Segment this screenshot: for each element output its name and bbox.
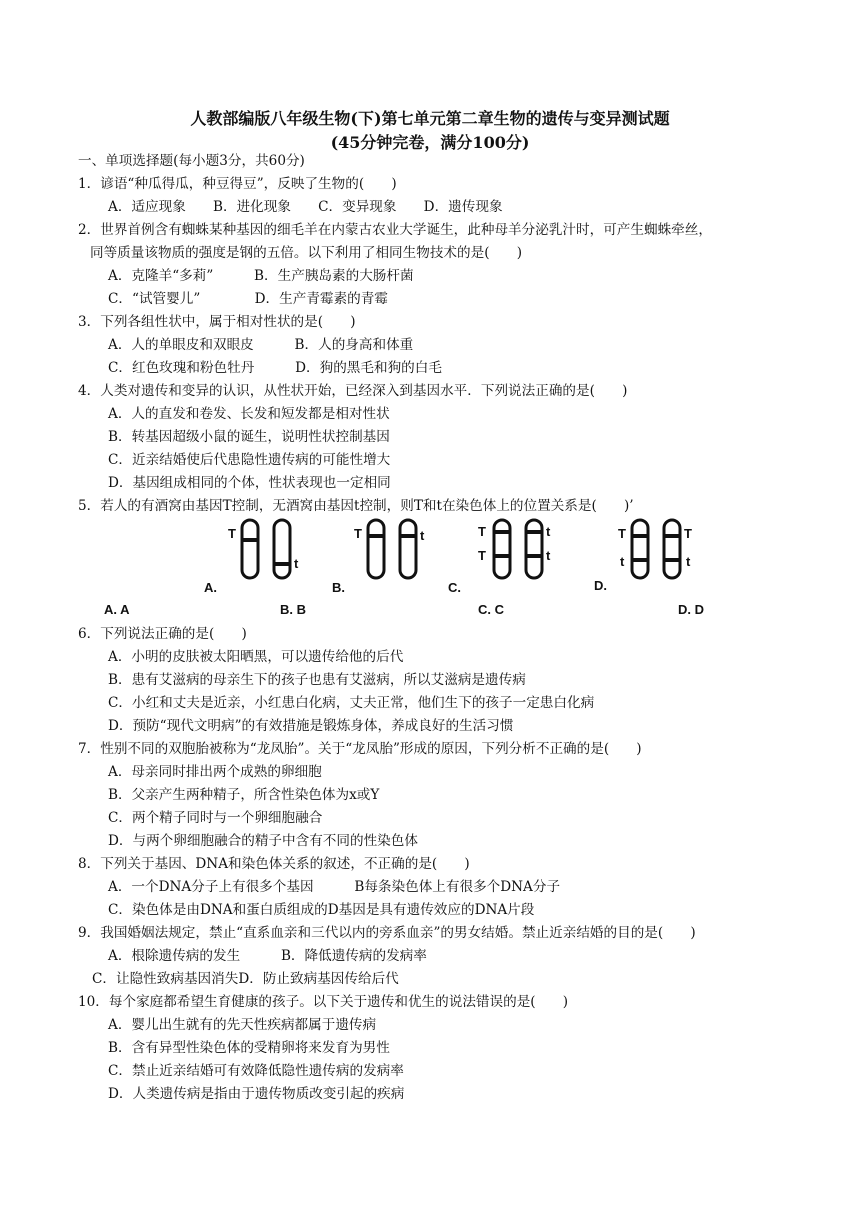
gene-label: T [354,526,362,541]
gene-label: t [546,548,551,563]
question-1-options: A．适应现象 B．进化现象 C．变异现象 D．遗传现象 [108,199,503,215]
question-2-stem: 2．世界首例含有蜘蛛某种基因的细毛羊在内蒙古农业大学诞生，此种母羊分泌乳汁时，可产生蜘蛛牵丝， [78,222,712,238]
chromosome-figure [200,516,720,626]
gene-label: t [620,554,625,569]
question-8-options-2: C．染色体是由DNA和蛋白质组成的D基因是具有遗传效应的DNA片段 [108,902,535,918]
chromosome-pair-d [632,520,680,578]
question-4-option-b: B．转基因超级小鼠的诞生，说明性状控制基因 [108,429,390,445]
question-8-options-1: A．一个DNA分子上有很多个基因 B每条染色体上有很多个DNA分子 [108,879,561,895]
exam-subtitle: (45分钟完卷，满分100分) [330,133,530,152]
question-5-stem: 5．若人的有酒窝由基因T控制，无酒窝由基因t控制，则T和t在染色体上的位置关系是( )’ [78,498,634,514]
gene-label: t [420,528,425,543]
question-7-option-d: D．与两个卵细胞融合的精子中含有不同的性染色体 [108,833,418,849]
question-7-option-c: C．两个精子同时与一个卵细胞融合 [108,810,323,826]
question-2-stem-cont: 同等质量该物质的强度是钢的五倍。以下利用了相同生物技术的是( ) [90,245,523,261]
question-6-option-d: D．预防“现代文明病”的有效措施是锻炼身体，养成良好的生活习惯 [108,718,514,734]
question-10-option-c: C．禁止近亲结婚可有效降低隐性遗传病的发病率 [108,1063,404,1079]
exam-title: 人教部编版八年级生物(下)第七单元第二章生物的遗传与变异测试题 [190,109,670,128]
question-9-options-1: A．根除遗传病的发生 B．降低遗传病的发病率 [108,948,427,964]
answer-option-a: A. A [104,602,130,617]
gene-label: T [478,548,486,563]
question-6-option-a: A．小明的皮肤被太阳晒黑，可以遗传给他的后代 [108,649,404,665]
question-4-stem: 4．人类对遗传和变异的认识，从性状开始，已经深入到基因水平．下列说法正确的是( ) [78,383,628,399]
answer-option-c: C. C [478,602,504,617]
question-10-stem: 10．每个家庭都希望生育健康的孩子。以下关于遗传和优生的说法错误的是( ) [78,994,569,1010]
question-7-stem: 7．性别不同的双胞胎被称为“龙凤胎”。关于“龙凤胎”形成的原因，下列分析不正确的是( ) [78,741,642,757]
gene-label: T [228,526,236,541]
question-9-options-2: C．让隐性致病基因消失D．防止致病基因传给后代 [92,971,399,987]
question-6-option-c: C．小红和丈夫是近亲，小红患白化病，丈夫正常，他们生下的孩子一定患白化病 [108,695,595,711]
question-10-option-b: B．含有异型性染色体的受精卵将来发育为男性 [108,1040,390,1056]
chromosome-pair-b [368,520,416,578]
question-2-options-2: C．“试管婴儿” D．生产青霉素的青霉 [108,291,388,307]
gene-label: T [684,526,692,541]
question-9-stem: 9．我国婚姻法规定，禁止“直系血亲和三代以内的旁系血亲”的男女结婚。禁止近亲结婚的目的是( ) [78,925,696,941]
question-2-options-1: A．克隆羊“多莉” B．生产胰岛素的大肠杆菌 [108,268,414,284]
figure-label-c: C. [448,580,461,595]
figure-label-a: A. [204,580,217,595]
gene-label: t [546,524,551,539]
question-4-option-c: C．近亲结婚使后代患隐性遗传病的可能性增大 [108,452,391,468]
section-heading: 一、单项选择题(每小题3分，共60分) [78,153,305,169]
answer-option-b: B. B [280,602,306,617]
gene-label: t [686,554,691,569]
question-4-option-d: D．基因组成相同的个体，性状表现也一定相同 [108,475,391,491]
answer-option-d: D. D [678,602,704,617]
gene-label: t [294,556,299,571]
chromosome-pair-c [494,520,542,578]
question-3-options-1: A．人的单眼皮和双眼皮 B．人的身高和体重 [108,337,414,353]
question-4-option-a: A．人的直发和卷发、长发和短发都是相对性状 [108,406,390,422]
question-10-option-d: D．人类遗传病是指由于遗传物质改变引起的疾病 [108,1086,405,1102]
question-1-stem: 1．谚语“种瓜得瓜，种豆得豆”，反映了生物的( ) [78,176,397,192]
figure-label-d: D. [594,578,607,593]
question-6-option-b: B．患有艾滋病的母亲生下的孩子也患有艾滋病，所以艾滋病是遗传病 [108,672,526,688]
figure-label-b: B. [332,580,345,595]
gene-label: T [618,526,626,541]
question-7-option-a: A．母亲同时排出两个成熟的卵细胞 [108,764,322,780]
question-6-stem: 6．下列说法正确的是( ) [78,626,247,642]
question-3-options-2: C．红色玫瑰和粉色牡丹 D．狗的黑毛和狗的白毛 [108,360,442,376]
gene-label: T [478,524,486,539]
question-7-option-b: B．父亲产生两种精子，所含性染色体为x或Y [108,787,380,803]
chromosome-pair-a [242,520,290,578]
question-3-stem: 3．下列各组性状中，属于相对性状的是( ) [78,314,356,330]
question-10-option-a: A．婴儿出生就有的先天性疾病都属于遗传病 [108,1017,377,1033]
question-8-stem: 8．下列关于基因、DNA和染色体关系的叙述，不正确的是( ) [78,856,470,872]
